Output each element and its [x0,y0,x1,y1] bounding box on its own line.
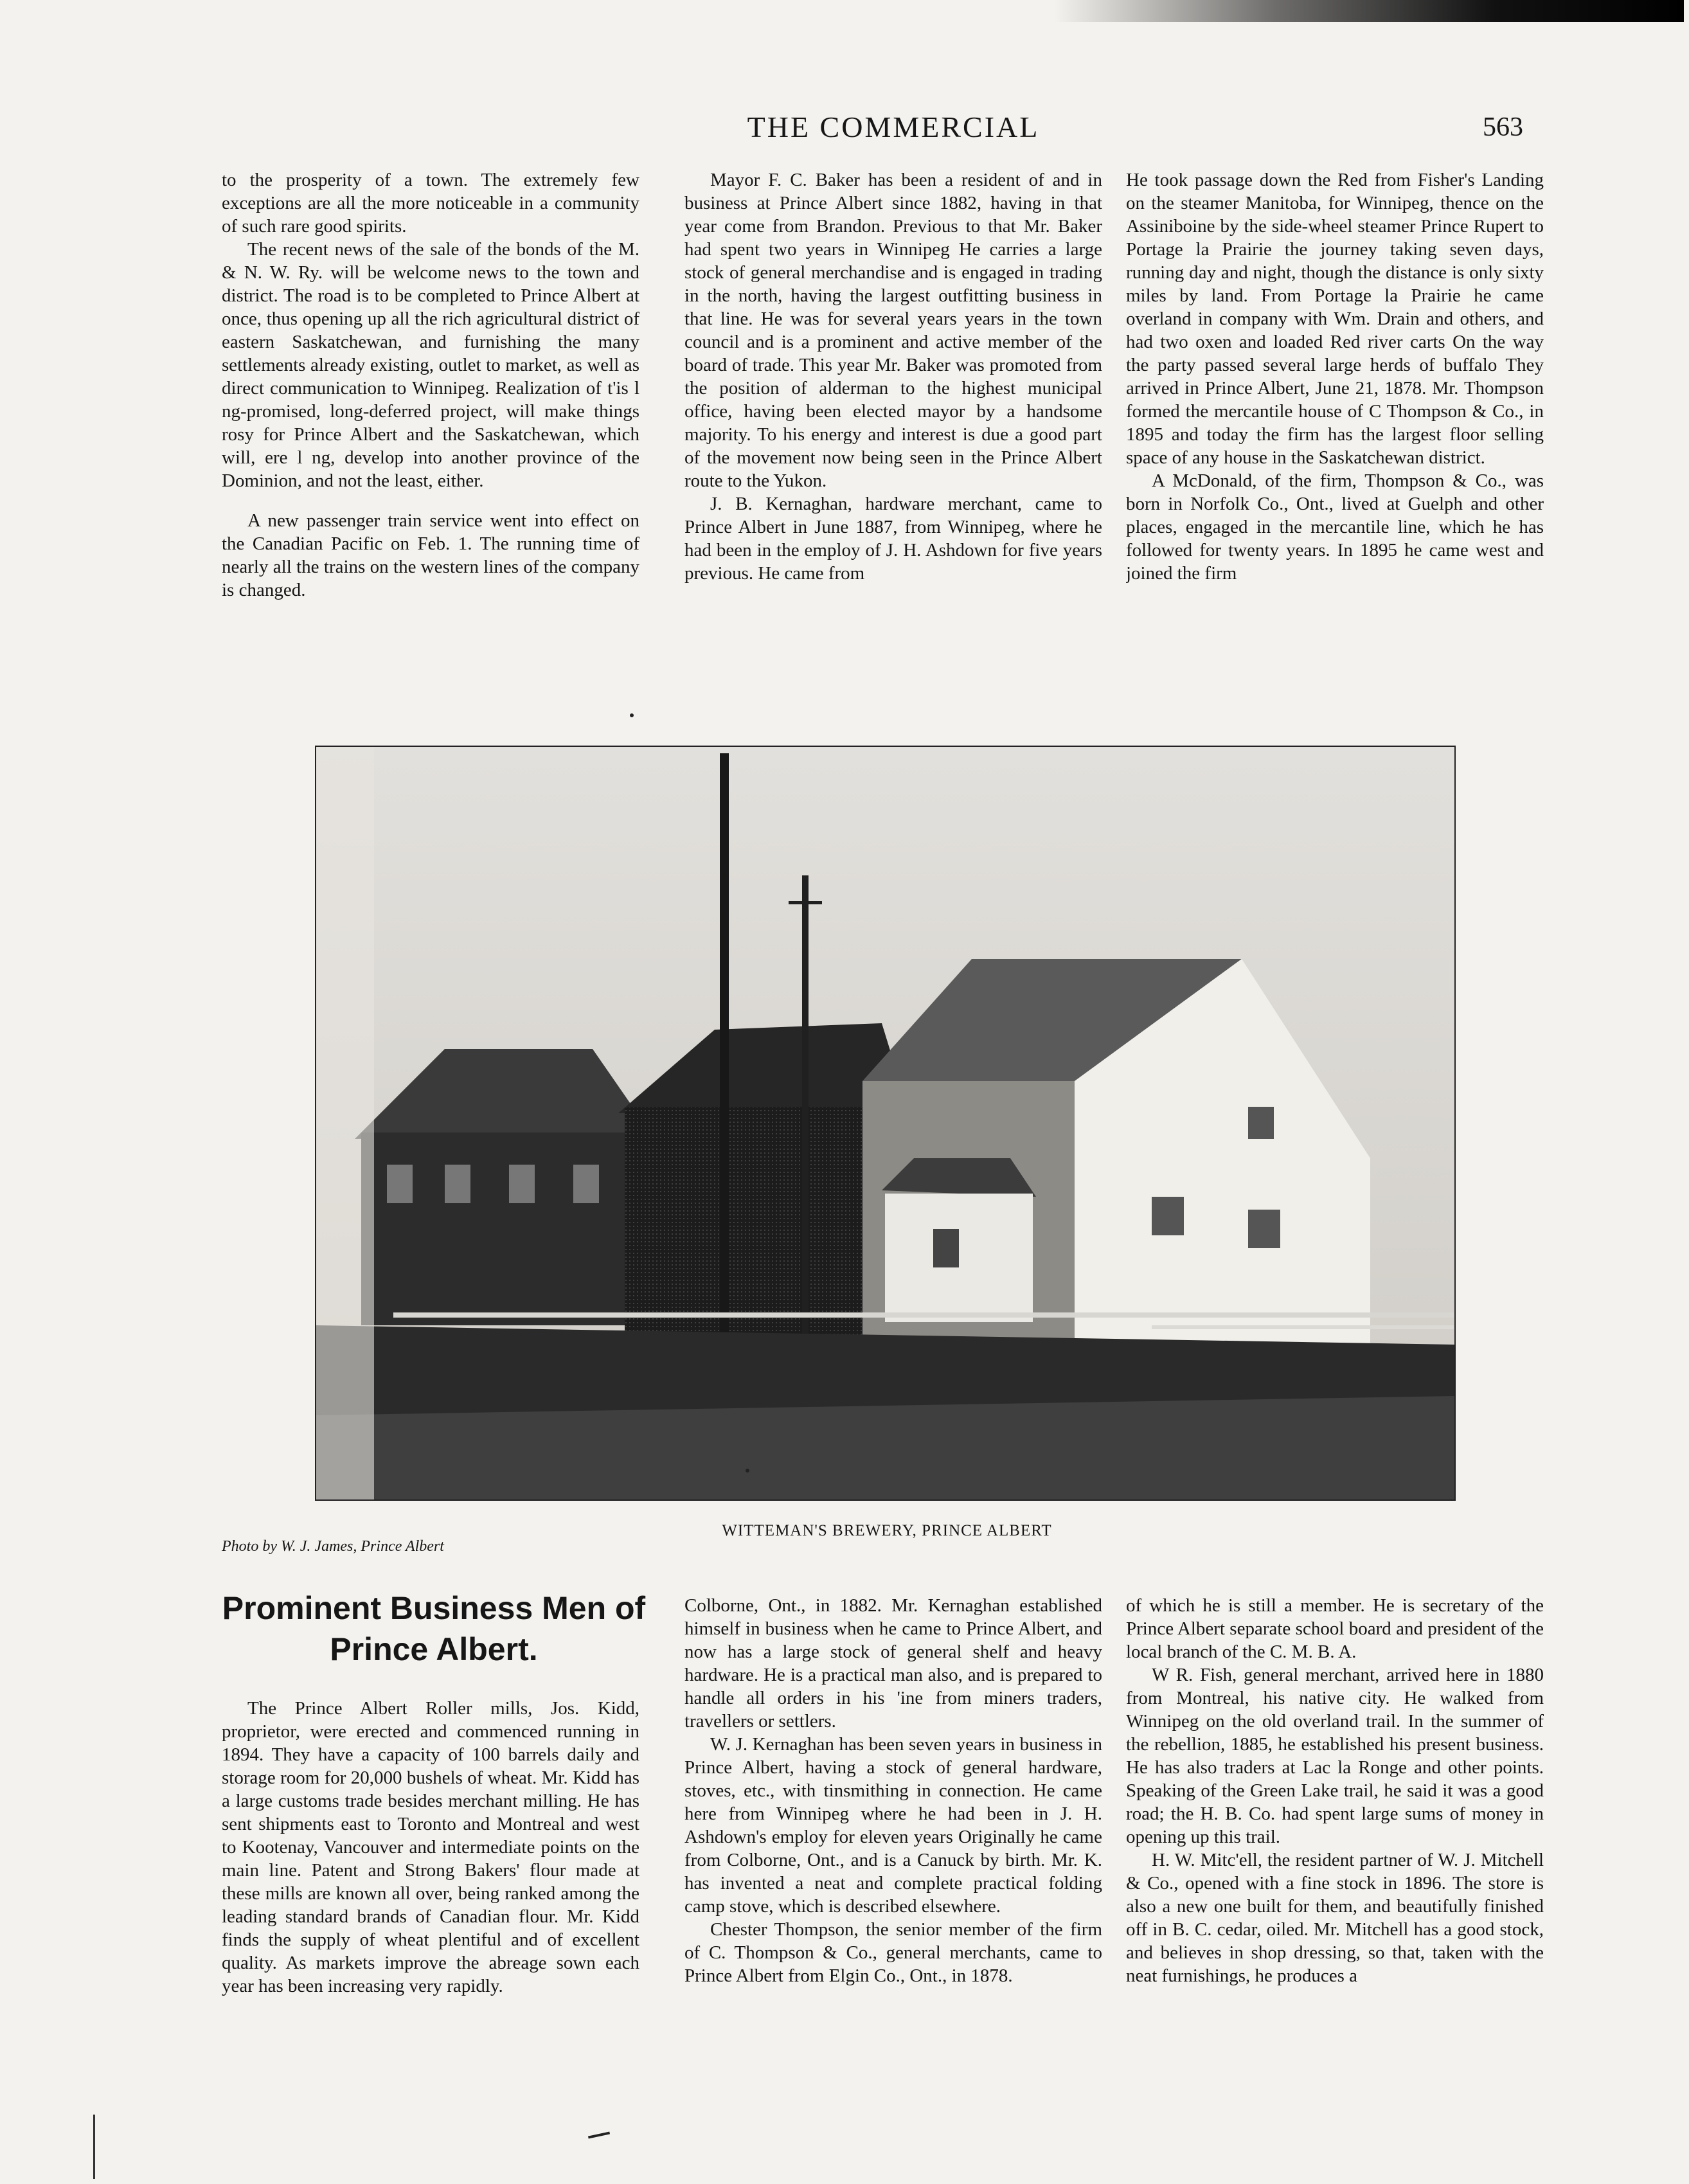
article-headline: Prominent Business Men of Prince Albert. [222,1590,646,1667]
paragraph: J. B. Kernaghan, hardware merchant, came to Prince Albert in June 1887, from Winnipeg, where he had been in the employ of J. H. Ashdown for five years previous. He came from [684,494,1102,584]
page-title: THE COMMERCIAL [747,111,1040,143]
article-column-2 [684,1594,1102,2147]
print-speck [746,1469,749,1472]
paragraph: to the prosperity of a town. The extremely few exceptions are all the more noticeable in a community of such rare good spirits. [222,170,639,237]
print-speck [630,713,634,717]
paragraph: The Prince Albert Roller mills, Jos. Kidd, proprietor, were erected and commenced running in 1894. They have a capacity of 100 barrels daily and storage room for 20,000 bushels of wheat. Mr. Kidd has a large customs trade besides merchant milling. He has sent shipments east to Toronto and Montreal and west to Kootenay, Vancouver and intermediate points on the main line. Patent and Strong Bakers' flour made at these mills are known all over, being ranked among the leading standard brands of Canadian flour. Mr. Kidd finds the supply of wheat plentiful and of excellent quality. As markets improve the abreage sown each year has been increasing very rapidly. [222,1698,639,1996]
brewery-photograph [315,746,1456,1501]
paragraph: A new passenger train service went into effect on the Canadian Pacific on Feb. 1. The running time of nearly all the trains on the western lines of the company is changed. [222,510,639,600]
paragraph: He took passage down the Red from Fisher's Landing on the steamer Manitoba, for Winnipeg, thence on the Assiniboine by the side-wheel steamer Prince Rupert to Portage la Prairie the journey taking seven days, running day and night, though the distance is only sixty miles by land. From Portage la Prairie he came overland in company with Wm. Drain and others, and had two oxen and loaded Red river carts On the way the party passed several large herds of buffalo They arrived in Prince Albert, June 21, 1878. Mr. Thompson formed the mercantile house of C Thompson & Co., in 1895 and today the firm has the largest floor selling space of any house in the Saskatchewan district. [1126,170,1544,468]
top-column-1 [222,168,639,702]
scan-edge-shadow [1054,0,1684,22]
paragraph: A McDonald, of the firm, Thompson & Co., was born in Norfolk Co., Ont., lived at Guelph and other places, engaged in the mercantile line, which he has followed for twenty years. In 1895 he came west and joined the firm [1126,470,1544,584]
paragraph: of which he is still a member. He is secretary of the Prince Albert separate school board and president of the local branch of the C. M. B. A. [1126,1595,1544,1662]
page-number: 563 [1483,112,1523,142]
paragraph: W R. Fish, general merchant, arrived here in 1880 from Montreal, his native city. He walked from Winnipeg on the old overland trail. In the summer of the rebellion, 1885, he established his present business. He has also traders at Lac la Ronge and other points. Speaking of the Green Lake trail, he said it was a good road; the H. B. Co. had spent large sums of money in opening up this trail. [1126,1665,1544,1847]
paragraph: The recent news of the sale of the bonds of the M. & N. W. Ry. will be welcome news to the town and district. The road is to be completed to Prince Albert at once, thus opening up all the rich agricultural district of eastern Saskatchewan, and furnishing the many settlements already existing, outlet to market, as well as direct communication to Winnipeg. Realization of t'is l ng-promised, long-deferred project, will make things rosy for Prince Albert and the Saskatchewan, which will, ere l ng, develop into another province of the Dominion, and not the least, either. [222,239,639,491]
photo-credit: Photo by W. J. James, Prince Albert [222,1538,444,1555]
paragraph: Mayor F. C. Baker has been a resident of and in business at Prince Albert since 1882, having in that year come from Brandon. Previous to that Mr. Baker had spent two years in Winnipeg He carries a large stock of general merchandise and is engaged in trading in the north, having the largest outfitting business in that line. He was for several years years in the town council and is a prominent and active member of the board of trade. This year Mr. Baker was promoted from the position of alderman to the highest municipal office, having been elected mayor by a handsome majority. To his energy and interest is due a good part of the movement now being seen in the Prince Albert route to the Yukon. [684,170,1102,491]
paragraph: Chester Thompson, the senior member of the firm of C. Thompson & Co., general merchants, came to Prince Albert from Elgin Co., Ont., in 1878. [684,1919,1102,1986]
top-column-3 [1126,168,1544,702]
paragraph: H. W. Mitc'ell, the resident partner of W. J. Mitchell & Co., opened with a fine stock in 1896. The store is also a new one built for them, and beautifully finished off in B. C. cedar, oiled. Mr. Mitchell has a good stock, and believes in shop dressing, so that, taken with the neat furnishings, he produces a [1126,1850,1544,1986]
article-column-3 [1126,1594,1544,2147]
article-column-1 [222,1697,639,2147]
paragraph: Colborne, Ont., in 1882. Mr. Kernaghan established himself in business when he came to Prince Albert, and now has a large stock of general shelf and heavy hardware. He is a practical man also, and is prepared to handle all orders in his 'ine from miners traders, travellers or settlers. [684,1595,1102,1732]
top-column-2 [684,168,1102,702]
margin-mark [93,2115,95,2179]
brewery-photo-illustration [316,747,1454,1499]
paragraph: W. J. Kernaghan has been seven years in business in Prince Albert, having a stock of general hardware, stoves, etc., with tinsmithing in connection. He came here from Winnipeg where he had been in J. H. Ashdown's employ for eleven years Originally he came from Colborne, Ont., and is a Canuck by birth. Mr. K. has invented a neat and complete practical folding camp stove, which is described elsewhere. [684,1734,1102,1917]
photo-caption: WITTEMAN'S BREWERY, PRINCE ALBERT [722,1522,1052,1539]
